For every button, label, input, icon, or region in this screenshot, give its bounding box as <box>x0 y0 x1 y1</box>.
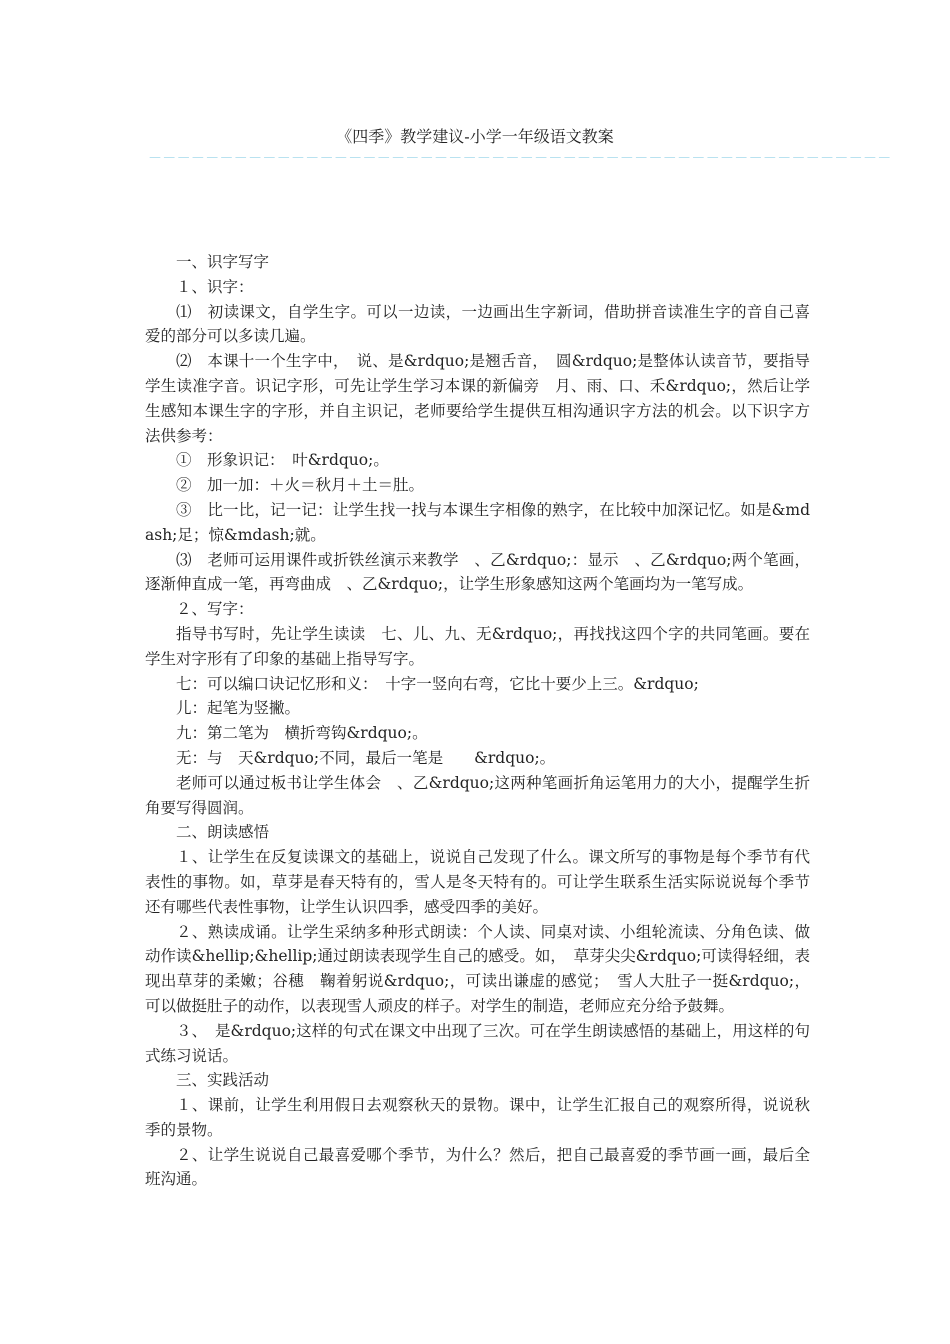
paragraph: １、让学生在反复读课文的基础上，说说自己发现了什么。课文所写的事物是每个季节有代表性的事物。如，草芽是春天特有的，雪人是冬天特有的。可让学生联系生活实际说说每个季节还有哪些代表性事物，让学生认识四季，感受四季的美好。 <box>145 848 810 916</box>
paragraph: 七：可以编口诀记忆形和义： 十字一竖向右弯，它比十要少上三。&rdquo; <box>176 674 699 693</box>
subsection-heading: ２、写字： <box>176 600 254 619</box>
paragraph: ⑵ 本课十一个生字中， 说、是&rdquo;是翘舌音， 圆&rdquo;是整体认读音节，要指导学生读准字音。识记字形，可先让学生学习本课的新偏旁 月、雨、口、禾&rdquo;，然后让学生感知本课生字的字形，并自主识记，老师要给学生提供互相沟通识字方法的机会。以下识字方法供参考： <box>145 352 810 445</box>
document-body <box>145 250 810 1192</box>
subsection-heading: １、识字： <box>176 277 254 296</box>
paragraph: 老师可以通过板书让学生体会 、乙&rdquo;这两种笔画折角运笔用力的大小，提醒学生折角要写得圆润。 <box>145 773 810 817</box>
paragraph: １、课前，让学生利用假日去观察秋天的景物。课中，让学生汇报自己的观察所得，说说秋季的景物。 <box>145 1096 810 1139</box>
section-heading: 三、实践活动 <box>176 1071 270 1090</box>
page-title: 《四季》教学建议-小学一年级语文教案 <box>336 127 614 146</box>
paragraph: 九：第二笔为 横折弯钩&rdquo;。 <box>176 724 428 743</box>
paragraph: ⑶ 老师可运用课件或折铁丝演示来教学 、乙&rdquo;：显示 、乙&rdquo;两个笔画，逐渐伸直成一笔，再弯曲成 、乙&rdquo;，让学生形象感知这两个笔画均为一笔写成。 <box>145 550 810 594</box>
paragraph: ⑴ 初读课文，自学生字。可以一边读，一边画出生字新词，借助拼音读准生字的音自己喜爱的部分可以多读几遍。 <box>145 302 810 346</box>
paragraph: ３、 是&rdquo;这样的句式在课文中出现了三次。可在学生朗读感悟的基础上，用这样的句式练习说话。 <box>145 1021 810 1065</box>
title-divider: －－－－－－－－－－－－－－－－－－－－－－－－－－－－－－－－－－－－－－－－－－－－－－－－－－－－ <box>148 151 892 167</box>
paragraph: 指导书写时，先让学生读读 七、儿、九、无&rdquo;，再找找这四个字的共同笔画。要在学生对字形有了印象的基础上指导写字。 <box>145 624 810 668</box>
list-item: ② 加一加：＋火＝秋月＋土＝肚。 <box>176 476 425 495</box>
paragraph: 儿：起笔为竖撇。 <box>176 699 301 718</box>
list-item: ① 形象识记： 叶&rdquo;。 <box>176 451 389 470</box>
section-heading: 一、识字写字 <box>176 253 270 271</box>
section-heading: 二、朗读感悟 <box>176 823 270 842</box>
paragraph: 无：与 天&rdquo;不同，最后一笔是 &rdquo;。 <box>176 748 556 767</box>
list-item: ③ 比一比，记一记：让学生找一找与本课生字相像的熟字，在比较中加深记忆。如是&mdash;足；惊&mdash;就。 <box>145 500 810 544</box>
paragraph: ２、让学生说说自己最喜爱哪个季节，为什么？然后，把自己最喜爱的季节画一画，最后全班沟通。 <box>145 1145 810 1189</box>
paragraph: ２、熟读成诵。让学生采纳多种形式朗读：个人读、同桌对读、小组轮流读、分角色读、做动作读&hellip;&hellip;通过朗读表现学生自己的感受。如， 草芽尖尖&rdquo;可读得轻细，表现出草芽的柔嫩；谷穗 鞠着躬说&rdquo;，可读出谦虚的感觉； 雪人大肚子一挺&rdquo;，可以做挺肚子的动作，以表现雪人顽皮的样子。对学生的制造，老师应充分给予鼓舞。 <box>145 922 810 1015</box>
